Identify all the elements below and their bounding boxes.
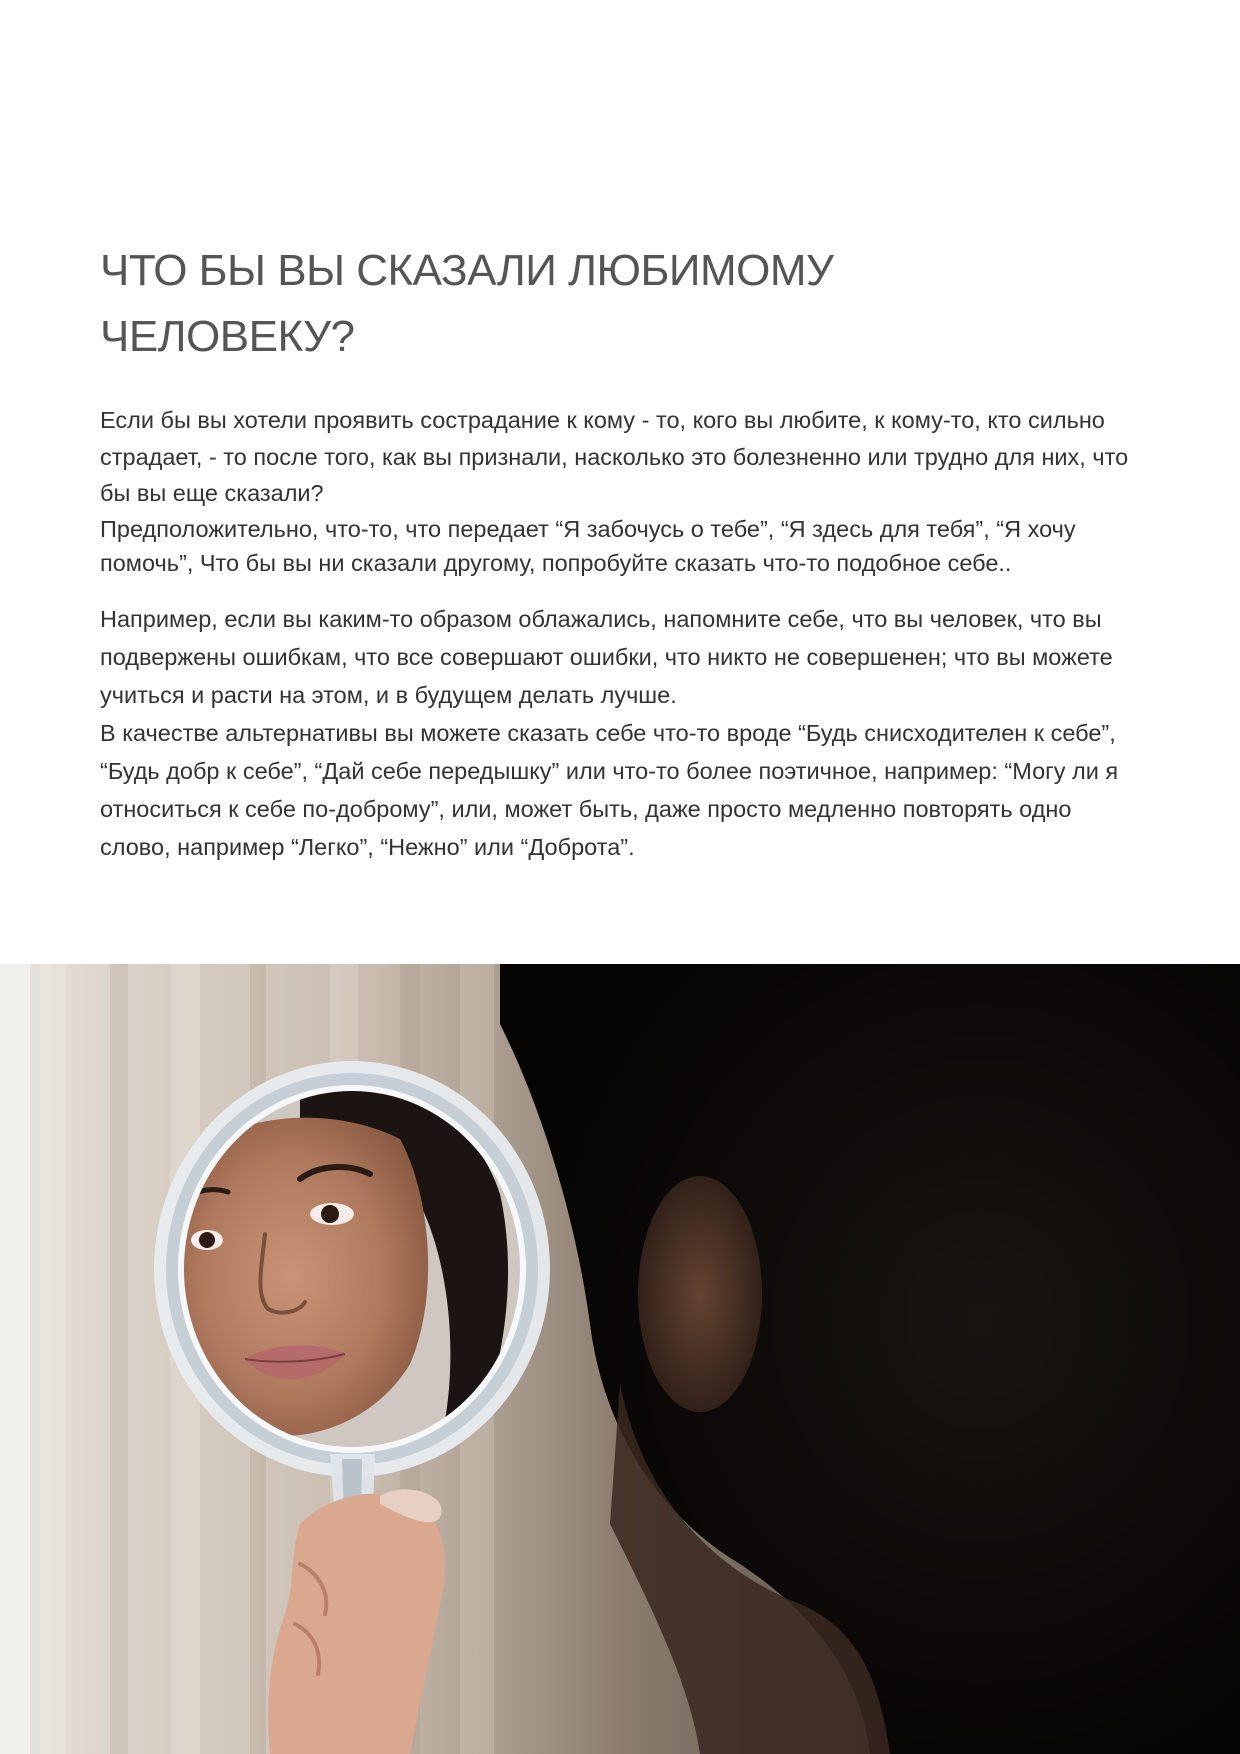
paragraph-1: Если бы вы хотели проявить сострадание к кому - то, кого вы любите, к кому-то, кто сильно страдает, - то после того, как вы признали, насколько это болезненно или трудно для них, что бы вы еще сказали? (100, 407, 1129, 506)
mirror-photo (0, 964, 1240, 1754)
paragraph-4: В качестве альтернативы вы можете сказать себе что-то вроде “Будь снисходителен к себе”, “Будь добр к себе”, “Дай себе передышку” или что-то более поэтичное, например: “Могу ли я относиться к себе по-доброму”, или, может быть, даже просто медленно повторять одно слово, например “Легко”, “Нежно” или “Доброта”. (100, 719, 1119, 860)
text-block (100, 238, 1140, 866)
paragraph-3: Например, если вы каким-то образом облажались, напомните себе, что вы человек, что вы подвержены ошибкам, что все совершают ошибки, что никто не совершенен; что вы можете учиться и расти на этом, и в будущем делать лучше. (100, 605, 1113, 708)
title-line-1: ЧТО БЫ ВЫ СКАЗАЛИ ЛЮБИМОМУ (100, 246, 834, 295)
title-line-2: ЧЕЛОВЕКУ? (100, 312, 355, 361)
paragraph-2: Предположительно, что-то, что передает “Я забочусь о тебе”, “Я здесь для тебя”, “Я хочу помочь”, Что бы вы ни сказали другому, попробуйте сказать что-то подобное себе.. (100, 515, 1076, 576)
page-title (100, 238, 1140, 370)
